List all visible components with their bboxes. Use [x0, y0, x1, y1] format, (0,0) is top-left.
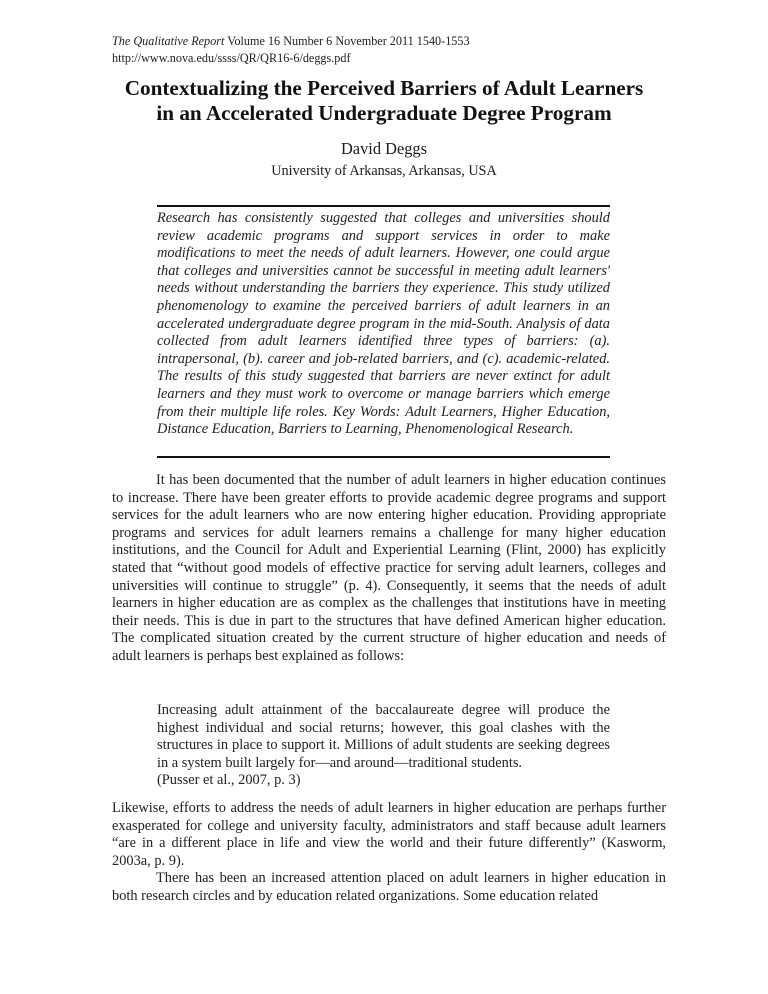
block-quote	[157, 702, 610, 790]
journal-volume-info: Volume 16 Number 6 November 2011 1540-1553	[224, 34, 470, 48]
journal-header	[112, 33, 470, 67]
block-quote-citation: (Pusser et al., 2007, p. 3)	[157, 772, 301, 789]
author-name: David Deggs	[340, 139, 428, 158]
title-line-1: Contextualizing the Perceived Barriers of Adult Learners	[124, 76, 644, 100]
abstract-top-rule	[157, 205, 610, 207]
author-affiliation: University of Arkansas, Arkansas, USA	[271, 163, 497, 179]
abstract: Research has consistently suggested that colleges and universities should review academic programs and support services in order to make modifications to meet the needs of adult learners. However, one could argue that colleges and universities cannot be successful in meeting adult learners' needs without understanding the barriers they experience. This study utilized phenomenology to examine the perceived barriers of adult learners in an accelerated undergraduate degree program in the mid-South. Analysis of data collected from adult learners identified three types of barriers: (a). intrapersonal, (b). career and job-related barriers, and (c). academic-related. The results of this study suggested that barriers are never extinct for adult learners and they must work to overcome or manage barriers which emerge from their multiple life roles. Key Words: Adult Learners, Higher Education, Distance Education, Barriers to Learning, Phenomenological Research.	[157, 210, 610, 438]
body-paragraph-2: Likewise, efforts to address the needs of adult learners in higher education are perhaps further exasperated for college and university faculty, administrators and staff because adult learners “are in a different place in life and view the world and their future differently” (Kasworm, 2003a, p. 9).	[112, 800, 666, 869]
body-paragraph-1: It has been documented that the number of adult learners in higher education continues to increase. There have been greater efforts to provide academic degree programs and support services for the adult learners who are now entering higher education. Providing appropriate programs and services for adult learners remains a challenge for many higher education institutions, and the Council for Adult and Experiential Learning (Flint, 2000) has explicitly stated that “without good models of effective practice for serving adult learners, colleges and universities will continue to struggle” (p. 4). Consequently, it seems that the needs of adult learners in higher education are as complex as the challenges that institutions have in meeting their needs. This is due in part to the structures that have defined American higher education. The complicated situation created by the current structure of higher education and needs of adult learners is perhaps best explained as follows:	[112, 472, 666, 664]
block-quote-text: Increasing adult attainment of the baccalaureate degree will produce the highest individual and social returns; however, this goal clashes with the structures in place to support it. Millions of adult students are seeking degrees in a system built largely for—and around—traditional students.	[157, 702, 610, 771]
journal-citation-line	[112, 33, 470, 50]
article-url: http://www.nova.edu/ssss/QR/QR16-6/deggs.pdf	[112, 51, 351, 65]
article-title	[100, 76, 668, 126]
body-paragraph-3: There has been an increased attention placed on adult learners in higher education in both research circles and by education related organizations. Some education related	[112, 870, 666, 904]
title-line-2: in an Accelerated Undergraduate Degree Program	[156, 101, 612, 125]
journal-name: The Qualitative Report	[112, 34, 225, 48]
abstract-bottom-rule	[157, 456, 610, 458]
body-paragraphs-2-3	[112, 800, 666, 906]
